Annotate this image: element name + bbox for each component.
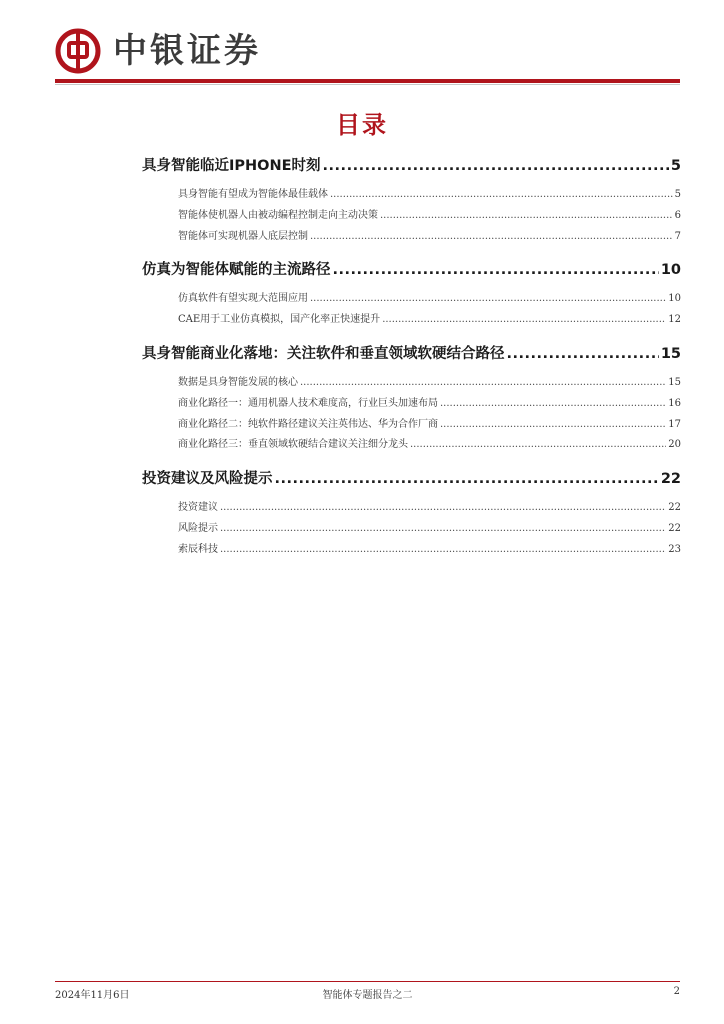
toc-entry-title: 商业化路径一：通用机器人技术难度高，行业巨头加速布局 bbox=[178, 397, 438, 409]
toc-subsection-entry[interactable] bbox=[178, 289, 681, 310]
toc-entry-title: 具身智能有望成为智能体最佳载体 bbox=[178, 189, 328, 200]
toc-dot-leader bbox=[310, 289, 666, 310]
toc-entry-title: 索辰科技 bbox=[178, 543, 218, 555]
header-rule bbox=[55, 79, 680, 83]
page-number: 2 bbox=[673, 986, 680, 997]
table-of-contents bbox=[142, 150, 681, 561]
toc-subsection-entry[interactable] bbox=[178, 498, 681, 519]
toc-entry-title: 商业化路径二：纯软件路径建议关注英伟达、华为合作厂商 bbox=[178, 418, 438, 430]
toc-entry-title: 仿真为智能体赋能的主流路径 bbox=[142, 262, 331, 279]
toc-entry-title: 智能体使机器人由被动编程控制走向主动决策 bbox=[178, 209, 378, 221]
toc-entry-title: 具身智能临近IPHONE时刻 bbox=[142, 158, 321, 174]
toc-dot-leader bbox=[220, 498, 666, 519]
toc-dot-leader bbox=[275, 464, 659, 494]
toc-entry-page: 20 bbox=[668, 439, 681, 451]
toc-entry-page: 5 bbox=[674, 189, 681, 200]
toc-entry-title: 仿真软件有望实现大范围应用 bbox=[178, 293, 308, 305]
report-series-name: 智能体专题报告之二 bbox=[322, 990, 413, 1001]
toc-dot-leader bbox=[507, 339, 659, 369]
toc-entry-page: 22 bbox=[668, 502, 681, 514]
toc-dot-leader bbox=[310, 227, 673, 248]
toc-dot-leader bbox=[440, 415, 666, 436]
header-rule-thin bbox=[55, 84, 680, 85]
toc-subsection-entry[interactable] bbox=[178, 185, 681, 206]
toc-subsection-entry[interactable] bbox=[178, 435, 681, 456]
toc-dot-leader bbox=[380, 206, 673, 227]
toc-dot-leader bbox=[220, 540, 666, 561]
toc-entry-page: 23 bbox=[668, 543, 681, 555]
toc-entry-page: 10 bbox=[668, 293, 681, 305]
toc-entry-page: 16 bbox=[668, 397, 681, 409]
toc-entry-page: 5 bbox=[670, 158, 681, 174]
report-footer bbox=[55, 986, 680, 1002]
toc-entry-title: 商业化路径三：垂直领域软硬结合建议关注细分龙头 bbox=[178, 439, 408, 451]
toc-subsection-entry[interactable] bbox=[178, 415, 681, 436]
toc-subsection-entry[interactable] bbox=[178, 519, 681, 540]
toc-entry-page: 12 bbox=[668, 314, 681, 326]
toc-dot-leader bbox=[323, 151, 669, 181]
bank-of-china-logo-icon bbox=[55, 28, 101, 74]
footer-rule bbox=[55, 981, 680, 982]
toc-section-entry[interactable] bbox=[142, 255, 681, 285]
toc-dot-leader bbox=[333, 255, 659, 285]
toc-title: 目录 bbox=[336, 111, 388, 139]
toc-entry-title: 风险提示 bbox=[178, 522, 218, 534]
toc-entry-title: 具身智能商业化落地：关注软件和垂直领域软硬结合路径 bbox=[142, 345, 505, 362]
toc-entry-page: 22 bbox=[668, 522, 681, 534]
toc-section-entry[interactable] bbox=[142, 151, 681, 181]
toc-subsection-entry[interactable] bbox=[178, 394, 681, 415]
toc-subsection-entry[interactable] bbox=[178, 310, 681, 331]
toc-entry-title: 投资建议 bbox=[178, 502, 218, 514]
toc-dot-leader bbox=[300, 373, 666, 394]
toc-section-entry[interactable] bbox=[142, 464, 681, 494]
toc-entry-title: 智能体可实现机器人底层控制 bbox=[178, 230, 308, 242]
toc-entry-page: 22 bbox=[660, 471, 681, 488]
toc-section-entry[interactable] bbox=[142, 339, 681, 369]
toc-subsection-entry[interactable] bbox=[178, 206, 681, 227]
toc-dot-leader bbox=[220, 519, 666, 540]
toc-dot-leader bbox=[382, 310, 666, 331]
toc-subsection-entry[interactable] bbox=[178, 540, 681, 561]
toc-entry-page: 7 bbox=[674, 230, 681, 242]
toc-dot-leader bbox=[440, 394, 666, 415]
report-header bbox=[55, 26, 261, 76]
toc-entry-page: 6 bbox=[674, 209, 681, 221]
toc-entry-page: 10 bbox=[660, 262, 681, 279]
brand-name: 中银证券 bbox=[113, 31, 261, 71]
toc-entry-title: CAE用于工业仿真模拟，国产化率正快速提升 bbox=[178, 314, 381, 326]
toc-entry-title: 投资建议及风险提示 bbox=[142, 471, 273, 488]
toc-entry-title: 数据是具身智能发展的核心 bbox=[178, 376, 298, 388]
report-date: 2024年11月6日 bbox=[55, 990, 130, 1001]
toc-entry-page: 15 bbox=[668, 376, 681, 388]
toc-dot-leader bbox=[410, 435, 666, 456]
toc-subsection-entry[interactable] bbox=[178, 373, 681, 394]
toc-entry-page: 15 bbox=[660, 345, 681, 362]
toc-entry-page: 17 bbox=[668, 418, 681, 430]
toc-subsection-entry[interactable] bbox=[178, 227, 681, 248]
toc-dot-leader bbox=[330, 185, 673, 206]
